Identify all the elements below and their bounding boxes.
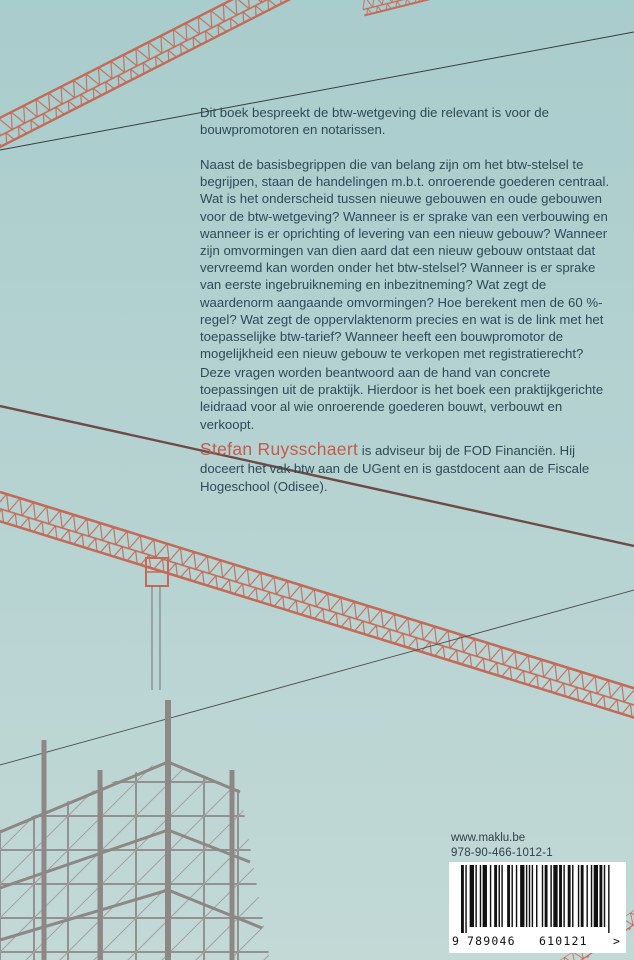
barcode-bar bbox=[516, 865, 517, 927]
ean13-barcode bbox=[461, 865, 611, 933]
isbn-number: 978-90-466-1012-1 bbox=[451, 847, 553, 859]
barcode-bar bbox=[581, 865, 584, 927]
barcode-bar bbox=[520, 865, 524, 927]
barcode-bar bbox=[559, 865, 562, 927]
barcode-bar bbox=[511, 865, 512, 927]
barcode-bar bbox=[586, 865, 587, 927]
barcode-bar bbox=[578, 865, 579, 927]
crane-trolley bbox=[146, 558, 168, 690]
barcode-bar bbox=[475, 865, 476, 927]
barcode-bar bbox=[501, 865, 502, 927]
intro-paragraph: Dit boek bespreekt de btw-wetgeving die relevant is voor de bouwpromotoren en notarissen. bbox=[200, 105, 549, 138]
author-bio bbox=[200, 440, 610, 496]
barcode-bar bbox=[542, 865, 543, 927]
barcode-left-group: 789046 bbox=[467, 934, 516, 948]
closing-paragraph: Deze vragen worden beantwoord aan de hand van concrete toepassingen uit de praktijk. Hierdoor is het boek een praktijkgerichte leidraad voor al wie onroerende goederen bouwt, verbouwt en verkoopt. bbox=[200, 365, 604, 432]
barcode-bar bbox=[532, 865, 533, 927]
barcode-panel bbox=[449, 862, 626, 953]
barcode-bar bbox=[594, 865, 598, 927]
barcode-bar bbox=[563, 865, 564, 927]
barcode-bar bbox=[494, 865, 497, 927]
barcode-bar bbox=[499, 865, 500, 927]
barcode-bar bbox=[529, 865, 530, 927]
barcode-bar bbox=[599, 865, 602, 927]
questions-paragraph: Naast de basisbegrippen die van belang zijn om het btw-stelsel te begrijpen, staan de handelingen m.b.t. onroerende goederen centraal. Wat is het onderscheid tussen nieuwe gebouwen en oude gebouwen voor de btw-wetgeving? Wanneer is er sprake van een verbouwing en wanneer is er oprichting of levering van een nieuw gebouw? Wanneer zijn omvormingen van dien aard dat een nieuw gebouw ontstaat dat vervreemd kan worden onder het btw-stelsel? Wanneer is er sprake van eerste ingebruikneming en inbezitneming? Wat zegt de waardenorm aangaande omvormingen? Hoe berekent men de 60 %-regel? Wat zegt de oppervlaktenorm precies en wat is de link met het toepasselijke btw-tarief? Wanneer heeft een bouwpromotor de mogelijkheid een nieuw gebouw te verkopen met registratierecht? bbox=[200, 157, 610, 362]
barcode-bar bbox=[568, 865, 571, 927]
author-description: is adviseur bij de FOD Financiën. Hij doceert het vak btw aan de UGent en is gastdocent aan de Fiscale Hogeschool (Odisee). bbox=[200, 443, 590, 494]
barcode-bar bbox=[545, 865, 548, 927]
barcode-bar bbox=[507, 865, 510, 927]
barcode-digits bbox=[449, 934, 626, 950]
steel-scaffolding bbox=[0, 700, 270, 960]
author-name: Stefan Ruysschaert bbox=[200, 439, 359, 459]
barcode-bar bbox=[572, 865, 573, 927]
barcode-bar bbox=[470, 865, 474, 927]
barcode-bar bbox=[461, 865, 464, 933]
barcode-bar bbox=[608, 865, 609, 933]
barcode-lead-digit: 9 bbox=[452, 934, 459, 948]
barcode-bar bbox=[526, 865, 527, 927]
barcode-bar bbox=[483, 865, 487, 927]
barcode-bar bbox=[553, 865, 557, 927]
barcode-bar bbox=[490, 865, 491, 927]
barcode-bar bbox=[465, 865, 466, 933]
barcode-bar bbox=[480, 865, 481, 927]
barcode-bar bbox=[591, 865, 592, 927]
barcode-bar bbox=[536, 865, 537, 927]
barcode-right-group: 610121 bbox=[539, 934, 588, 948]
barcode-bar bbox=[604, 865, 605, 927]
barcode-bar bbox=[550, 865, 551, 927]
top-right-crane-jib bbox=[360, 0, 634, 15]
publisher-website[interactable]: www.maklu.be bbox=[451, 832, 526, 844]
barcode-end-mark: > bbox=[613, 934, 620, 948]
